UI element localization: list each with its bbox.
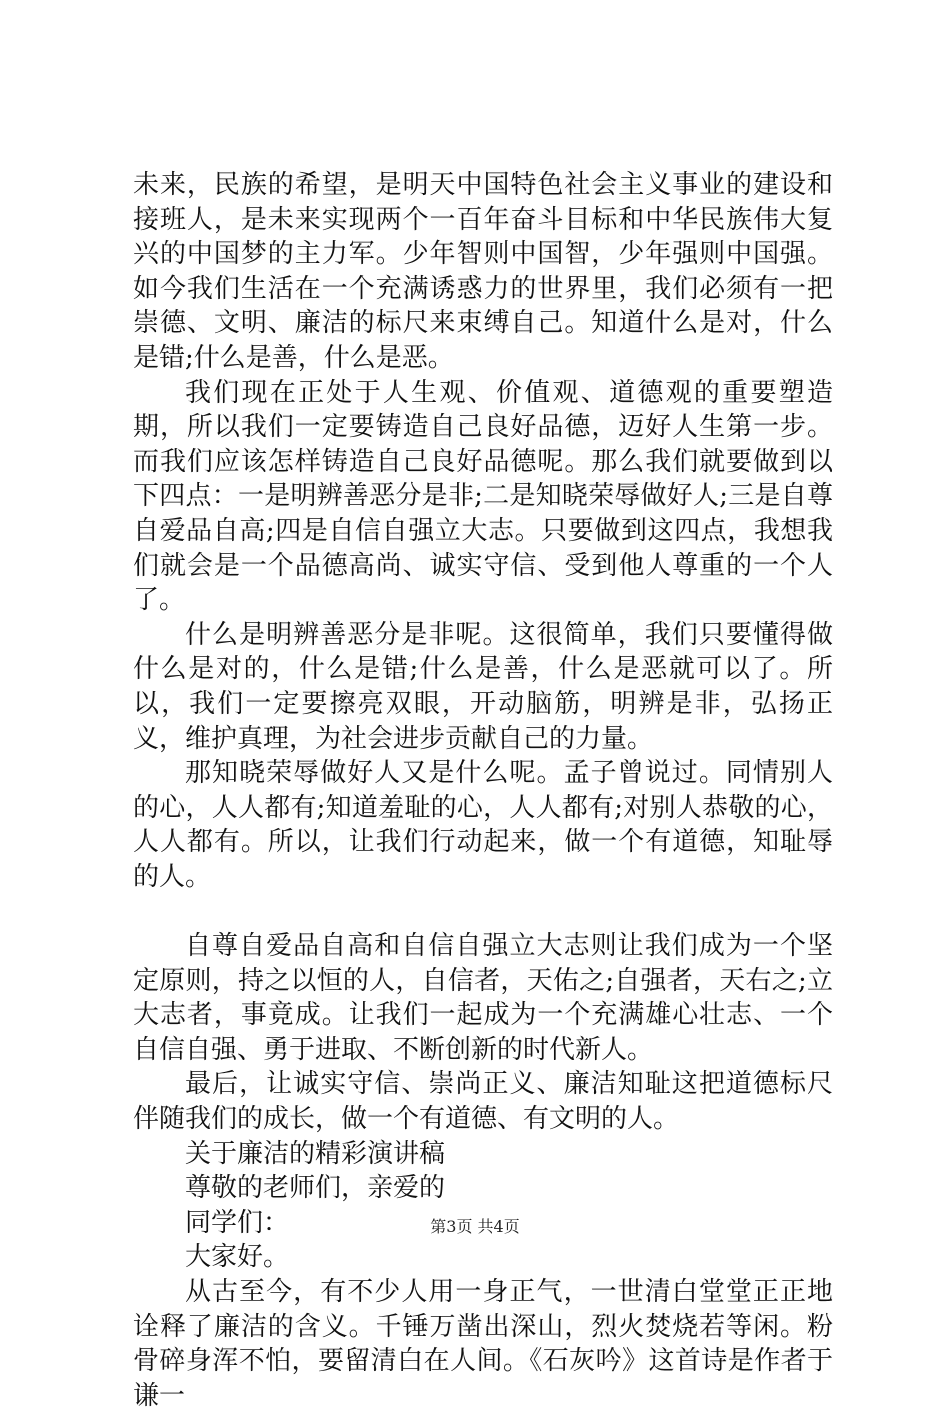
greeting-line-2: 同学们： [185,1207,290,1238]
speech-title: 关于廉洁的精彩演讲稿 [185,1138,446,1169]
paragraph-gap [133,894,833,929]
paragraph-4: 那知晓荣辱做好人又是什么呢。孟子曾说过。同情别人的心，人人都有;知道羞耻的心，人人都有;对别人恭敬的心，人人都有。所以，让我们行动起来，做一个有道德，知耻辱的人。 [133,758,833,892]
paragraph-1: 未来，民族的希望，是明天中国特色社会主义事业的建设和接班人，是未来实现两个一百年奋斗目标和中华民族伟大复兴的中国梦的主力军。少年智则中国智，少年强则中国强。如今我们生活在一个充满诱惑力的世界里，我们必须有一把崇德、文明、廉洁的标尺来束缚自己。知道什么是对，什么是错;什么是善，什么是恶。 [133,170,833,373]
page-footer: 第3页 共4页 [430,1217,520,1236]
paragraph-7: 从古至今，有不少人用一身正气，一世清白堂堂正正地诠释了廉洁的含义。千锤万凿出深山，烈火焚烧若等闲。粉骨碎身浑不怕，要留清白在人间。《石灰吟》这首诗是作者于谦一 [133,1277,833,1411]
paragraph-3: 什么是明辨善恶分是非呢。这很简单，我们只要懂得做什么是对的，什么是错;什么是善，什么是恶就可以了。所以，我们一定要擦亮双眼，开动脑筋，明辨是非，弘扬正义，维护真理，为社会进步贡献自己的力量。 [133,619,833,754]
greeting-line-1: 尊敬的老师们，亲爱的 [185,1173,446,1204]
paragraph-2: 我们现在正处于人生观、价值观、道德观的重要塑造期，所以我们一定要铸造自己良好品德，迈好人生第一步。而我们应该怎样铸造自己良好品德呢。那么我们就要做到以下四点：一是明辨善恶分是非;二是知晓荣辱做好人;三是自尊自爱品自高;四是自信自强立大志。只要做到这四点，我想我们就会是一个品德高尚、诚实守信、受到他人尊重的一个人了。 [133,377,833,616]
greeting-line-3: 大家好。 [185,1242,290,1273]
paragraph-5: 自尊自爱品自高和自信自强立大志则让我们成为一个坚定原则，持之以恒的人，自信者，天佑之;自强者，天右之;立大志者，事竟成。让我们一起成为一个充满雄心壮志、一个自信自强、勇于进取、不断创新的时代新人。 [133,931,833,1065]
paragraph-6: 最后，让诚实守信、崇尚正义、廉洁知耻这把道德标尺伴随我们的成长，做一个有道德、有文明的人。 [133,1069,833,1135]
